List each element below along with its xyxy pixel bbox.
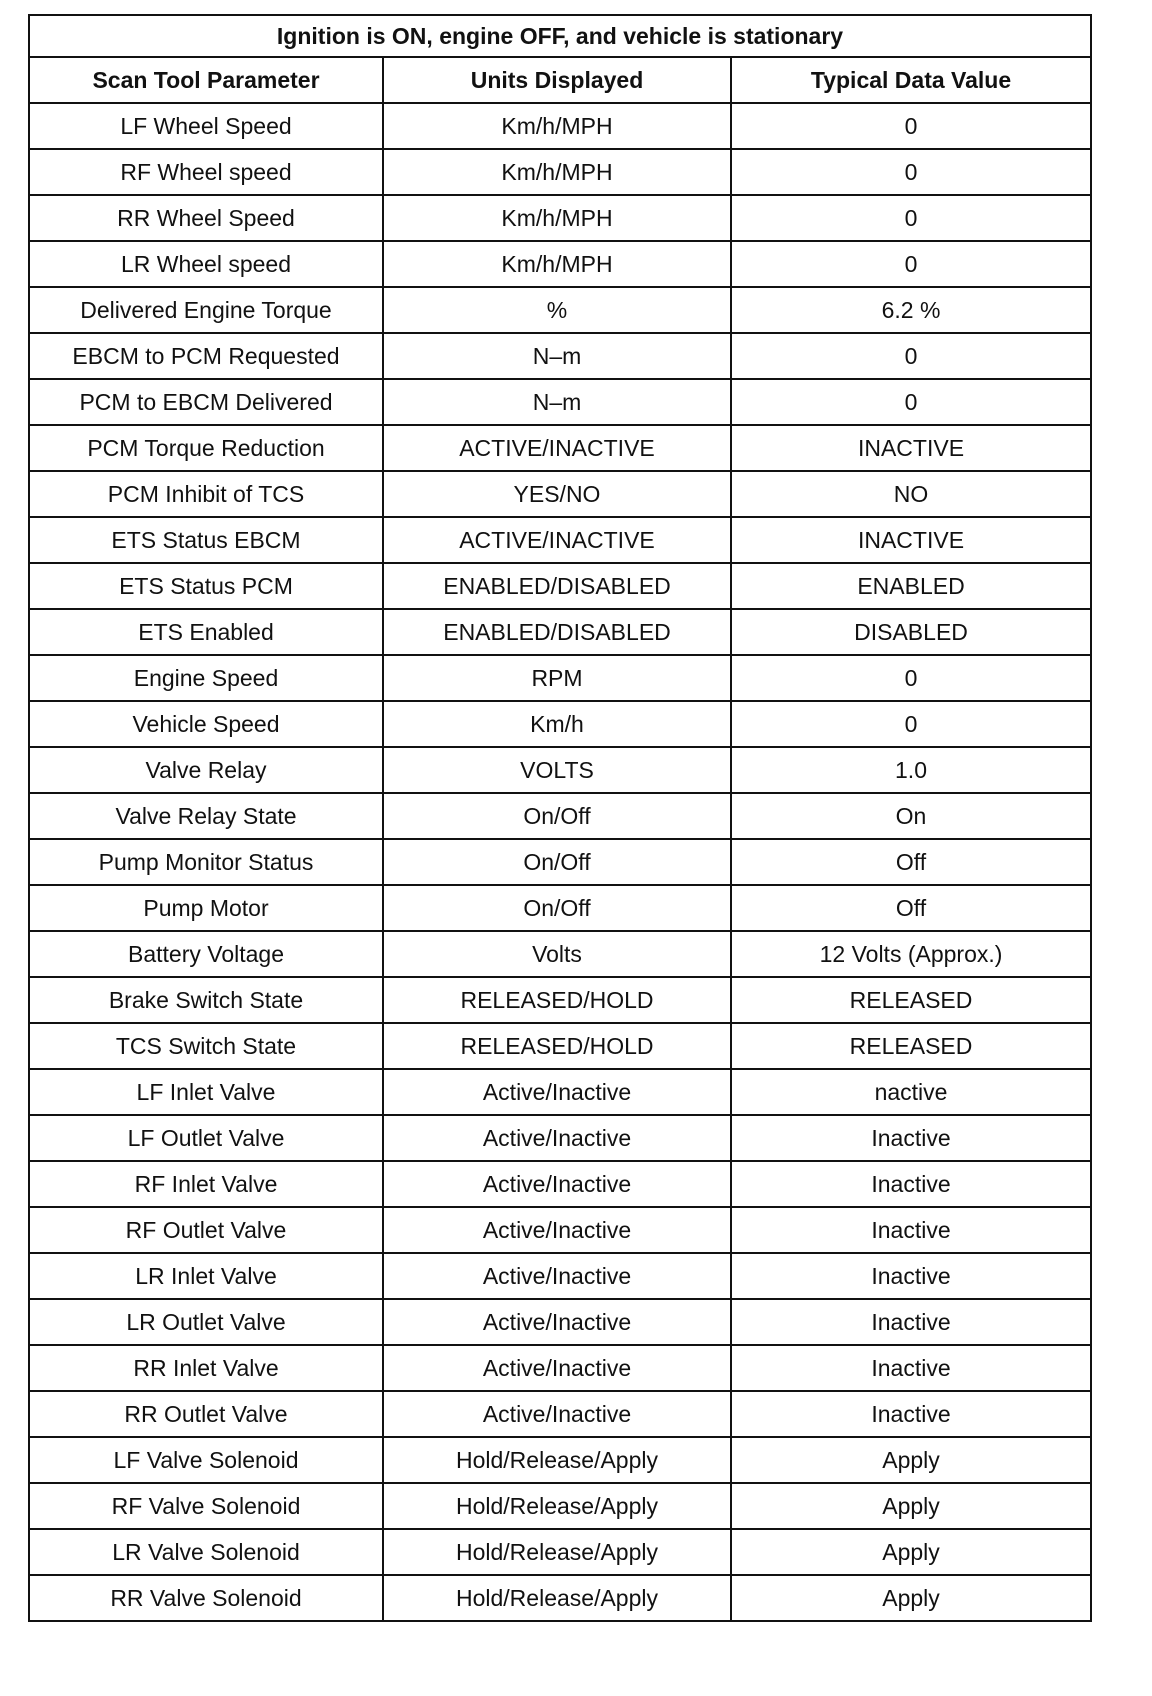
units-cell: Active/Inactive (383, 1115, 731, 1161)
parameter-cell: Brake Switch State (29, 977, 383, 1023)
parameter-cell: RR Valve Solenoid (29, 1575, 383, 1621)
units-cell: Hold/Release/Apply (383, 1529, 731, 1575)
units-cell: On/Off (383, 885, 731, 931)
parameter-cell: ETS Enabled (29, 609, 383, 655)
units-cell: Active/Inactive (383, 1161, 731, 1207)
units-cell: RPM (383, 655, 731, 701)
units-cell: ACTIVE/INACTIVE (383, 425, 731, 471)
parameter-cell: Valve Relay (29, 747, 383, 793)
typical-value-cell: 0 (731, 103, 1091, 149)
parameter-cell: RF Wheel speed (29, 149, 383, 195)
parameter-cell: Pump Monitor Status (29, 839, 383, 885)
parameter-cell: RR Outlet Valve (29, 1391, 383, 1437)
table-row (29, 1345, 1091, 1391)
table-row (29, 747, 1091, 793)
typical-value-cell: 1.0 (731, 747, 1091, 793)
table-row (29, 1023, 1091, 1069)
units-cell: ENABLED/DISABLED (383, 563, 731, 609)
parameter-cell: ETS Status EBCM (29, 517, 383, 563)
units-cell: Hold/Release/Apply (383, 1575, 731, 1621)
typical-value-cell: RELEASED (731, 1023, 1091, 1069)
parameter-cell: Vehicle Speed (29, 701, 383, 747)
typical-value-cell: 0 (731, 655, 1091, 701)
typical-value-cell: 0 (731, 379, 1091, 425)
typical-value-cell: 0 (731, 333, 1091, 379)
typical-value-cell: nactive (731, 1069, 1091, 1115)
parameter-cell: PCM to EBCM Delivered (29, 379, 383, 425)
parameter-cell: RF Outlet Valve (29, 1207, 383, 1253)
table-row (29, 1575, 1091, 1621)
header-typical-value: Typical Data Value (731, 57, 1091, 103)
table-row (29, 1391, 1091, 1437)
table-row (29, 1299, 1091, 1345)
parameter-cell: RR Wheel Speed (29, 195, 383, 241)
parameter-cell: EBCM to PCM Requested (29, 333, 383, 379)
parameter-cell: LF Wheel Speed (29, 103, 383, 149)
table-row (29, 1529, 1091, 1575)
parameter-cell: PCM Torque Reduction (29, 425, 383, 471)
typical-value-cell: Inactive (731, 1161, 1091, 1207)
table-row (29, 517, 1091, 563)
typical-value-cell: DISABLED (731, 609, 1091, 655)
table-row (29, 1437, 1091, 1483)
typical-value-cell: RELEASED (731, 977, 1091, 1023)
units-cell: N–m (383, 333, 731, 379)
table-row (29, 885, 1091, 931)
parameter-cell: Engine Speed (29, 655, 383, 701)
units-cell: Km/h/MPH (383, 195, 731, 241)
typical-value-cell: NO (731, 471, 1091, 517)
units-cell: Hold/Release/Apply (383, 1483, 731, 1529)
table-row (29, 977, 1091, 1023)
units-cell: RELEASED/HOLD (383, 1023, 731, 1069)
units-cell: Hold/Release/Apply (383, 1437, 731, 1483)
table-row (29, 1253, 1091, 1299)
typical-value-cell: Inactive (731, 1115, 1091, 1161)
parameter-cell: RR Inlet Valve (29, 1345, 383, 1391)
units-cell: Km/h/MPH (383, 241, 731, 287)
parameter-cell: LR Valve Solenoid (29, 1529, 383, 1575)
header-parameter: Scan Tool Parameter (29, 57, 383, 103)
condition-row (29, 15, 1091, 57)
units-cell: On/Off (383, 793, 731, 839)
table-row (29, 103, 1091, 149)
typical-value-cell: ENABLED (731, 563, 1091, 609)
parameter-cell: TCS Switch State (29, 1023, 383, 1069)
parameter-cell: LF Inlet Valve (29, 1069, 383, 1115)
typical-value-cell: 12 Volts (Approx.) (731, 931, 1091, 977)
parameter-cell: PCM Inhibit of TCS (29, 471, 383, 517)
table-row (29, 1161, 1091, 1207)
units-cell: Active/Inactive (383, 1207, 731, 1253)
typical-value-cell: Inactive (731, 1207, 1091, 1253)
typical-value-cell: INACTIVE (731, 425, 1091, 471)
parameter-cell: LR Wheel speed (29, 241, 383, 287)
table-row (29, 609, 1091, 655)
units-cell: N–m (383, 379, 731, 425)
parameter-cell: RF Valve Solenoid (29, 1483, 383, 1529)
typical-value-cell: Apply (731, 1575, 1091, 1621)
table-row (29, 149, 1091, 195)
units-cell: % (383, 287, 731, 333)
typical-value-cell: Apply (731, 1483, 1091, 1529)
parameter-cell: Delivered Engine Torque (29, 287, 383, 333)
units-cell: Km/h (383, 701, 731, 747)
typical-value-cell: 0 (731, 195, 1091, 241)
typical-value-cell: 0 (731, 149, 1091, 195)
units-cell: Active/Inactive (383, 1299, 731, 1345)
parameter-cell: LR Inlet Valve (29, 1253, 383, 1299)
parameter-cell: RF Inlet Valve (29, 1161, 383, 1207)
table-row (29, 701, 1091, 747)
table-row (29, 471, 1091, 517)
header-units: Units Displayed (383, 57, 731, 103)
units-cell: Km/h/MPH (383, 103, 731, 149)
table-row (29, 241, 1091, 287)
parameter-cell: Battery Voltage (29, 931, 383, 977)
units-cell: On/Off (383, 839, 731, 885)
table-row (29, 379, 1091, 425)
table-row (29, 839, 1091, 885)
table-row (29, 655, 1091, 701)
units-cell: YES/NO (383, 471, 731, 517)
table-row (29, 1483, 1091, 1529)
parameter-cell: LR Outlet Valve (29, 1299, 383, 1345)
units-cell: Active/Inactive (383, 1069, 731, 1115)
typical-value-cell: 6.2 % (731, 287, 1091, 333)
table-row (29, 1207, 1091, 1253)
typical-value-cell: INACTIVE (731, 517, 1091, 563)
units-cell: ACTIVE/INACTIVE (383, 517, 731, 563)
table-row (29, 931, 1091, 977)
table-row (29, 1115, 1091, 1161)
table-row (29, 287, 1091, 333)
typical-value-cell: On (731, 793, 1091, 839)
parameter-cell: LF Outlet Valve (29, 1115, 383, 1161)
typical-value-cell: Inactive (731, 1391, 1091, 1437)
typical-value-cell: Inactive (731, 1299, 1091, 1345)
units-cell: Active/Inactive (383, 1345, 731, 1391)
typical-value-cell: Off (731, 839, 1091, 885)
header-row (29, 57, 1091, 103)
scan-tool-data-table (28, 14, 1092, 1622)
units-cell: RELEASED/HOLD (383, 977, 731, 1023)
typical-value-cell: 0 (731, 241, 1091, 287)
table-row (29, 195, 1091, 241)
units-cell: Km/h/MPH (383, 149, 731, 195)
table-row (29, 425, 1091, 471)
typical-value-cell: Inactive (731, 1253, 1091, 1299)
table-row (29, 333, 1091, 379)
units-cell: ENABLED/DISABLED (383, 609, 731, 655)
typical-value-cell: Apply (731, 1437, 1091, 1483)
units-cell: Active/Inactive (383, 1253, 731, 1299)
parameter-cell: Pump Motor (29, 885, 383, 931)
condition-title: Ignition is ON, engine OFF, and vehicle is stationary (29, 15, 1091, 57)
units-cell: Active/Inactive (383, 1391, 731, 1437)
units-cell: Volts (383, 931, 731, 977)
typical-value-cell: Inactive (731, 1345, 1091, 1391)
table-row (29, 793, 1091, 839)
table-row (29, 1069, 1091, 1115)
table-row (29, 563, 1091, 609)
typical-value-cell: 0 (731, 701, 1091, 747)
typical-value-cell: Off (731, 885, 1091, 931)
parameter-cell: ETS Status PCM (29, 563, 383, 609)
typical-value-cell: Apply (731, 1529, 1091, 1575)
units-cell: VOLTS (383, 747, 731, 793)
parameter-cell: LF Valve Solenoid (29, 1437, 383, 1483)
parameter-cell: Valve Relay State (29, 793, 383, 839)
